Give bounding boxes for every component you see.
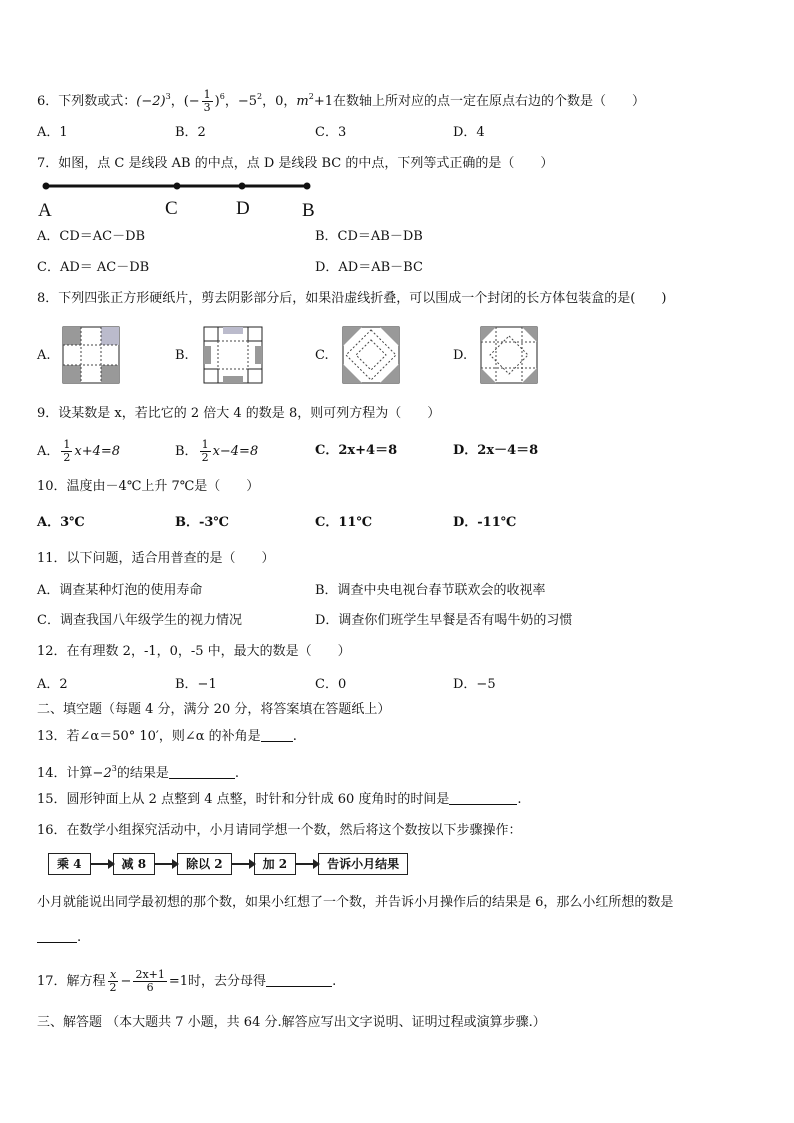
q6-prefix: 6．下列数或式： (37, 94, 137, 109)
q8-option-b[interactable]: B. (175, 348, 189, 363)
q8-option-d[interactable]: D. (453, 348, 468, 363)
q14-stem: 14．计算$-2^3$的结果是 . (37, 764, 239, 781)
q6-expr-2-open: (− (183, 94, 200, 109)
q7-stem: 7．如图，点 C 是线段 AB 的中点，点 D 是线段 BC 的中点，下列等式正确的是（ ） (37, 156, 554, 171)
arrow-icon (296, 863, 318, 865)
point-d-dot (239, 183, 246, 190)
q6-expr-2-close: ) (214, 94, 220, 109)
q15-answer-blank[interactable] (449, 790, 517, 805)
q6-option-c[interactable]: C．3 (315, 125, 347, 140)
point-c-dot (174, 183, 181, 190)
q8-figure-c (342, 326, 400, 384)
q8-stem: 8．下列四张正方形硬纸片，剪去阴影部分后，如果沿虚线折叠，可以围成一个封闭的长方体包装盒的是( ) (37, 291, 667, 306)
q6-expr-5-tail: +1 (313, 94, 333, 109)
step-tell-result: 告诉小月结果 (318, 853, 408, 875)
q8-figure-d (480, 326, 538, 384)
q8-option-a[interactable]: A. (37, 348, 51, 363)
point-a-label: A (38, 200, 52, 221)
q6-expr-4: ，0， (262, 94, 297, 109)
q6-expr-3: ，−5 (224, 94, 258, 109)
q6-option-d[interactable]: D．4 (453, 125, 485, 140)
q7-option-c[interactable]: C．AD＝ AC－DB (37, 260, 150, 275)
q10-option-c[interactable]: C．11℃ (315, 515, 373, 530)
q17-answer-blank[interactable] (266, 972, 332, 987)
arrow-icon (155, 863, 177, 865)
q6-expr-5-exp: 2 (308, 92, 314, 101)
q16-answer-blank[interactable] (37, 928, 77, 943)
point-b-dot (304, 183, 311, 190)
q9-option-c[interactable]: C．2x+4＝8 (315, 443, 398, 458)
q6-suffix: 在数轴上所对应的点一定在原点右边的个数是（ ） (332, 94, 645, 109)
point-c-label: C (165, 198, 178, 219)
q6-expr-5: m (296, 94, 309, 109)
q6-expr-1: (−2) (136, 94, 166, 109)
q17-stem: 17．解方程 $\frac{x}{2}$ − $\frac{2x+1}{6}$ =1时，去分母得 . (37, 968, 337, 994)
point-a-dot (43, 183, 50, 190)
q9-option-d[interactable]: D．2x－4＝8 (453, 443, 539, 458)
q11-option-b[interactable]: B．调查中央电视台春节联欢会的收视率 (315, 583, 546, 598)
q10-option-a[interactable]: A．3℃ (37, 515, 85, 530)
q6-expr-3-exp: 2 (257, 92, 263, 101)
q11-option-a[interactable]: A．调查某种灯泡的使用寿命 (37, 583, 203, 598)
q7-option-d[interactable]: D．AD＝AB－BC (315, 260, 423, 275)
q9-stem: 9．设某数是 x，若比它的 2 倍大 4 的数是 8，则可列方程为（ ） (37, 406, 441, 421)
q6-expr-2-exp: 6 (219, 92, 225, 101)
q16-question: 小月就能说出同学最初想的那个数，如果小红想了一个数，并告诉小月操作后的结果是 6，那么小红所想的数是 (37, 895, 674, 910)
q12-option-a[interactable]: A．2 (37, 677, 68, 692)
q7-line-segment-diagram (40, 178, 320, 194)
arrow-icon (232, 863, 254, 865)
q16-stem: 16．在数学小组探究活动中，小月请同学想一个数，然后将这个数按以下步骤操作： (37, 823, 522, 838)
q13-stem: 13．若∠α＝50° 10′，则∠α 的补角是 . (37, 729, 297, 744)
q11-option-c[interactable]: C．调查我国八年级学生的视力情况 (37, 613, 242, 628)
q10-option-d[interactable]: D．-11℃ (453, 515, 517, 530)
q12-option-c[interactable]: C．0 (315, 677, 347, 692)
q8-figure-b (203, 326, 263, 384)
q6-stem: 6．下列数或式：$(-2)^3$，(− $\frac{1}{3}$ )$^6$，$-5^2$，0，$m^2+1$在数轴上所对应的点一定在原点右边的个数是（ ） (37, 88, 645, 114)
q7-option-a[interactable]: A．CD＝AC－DB (37, 229, 146, 244)
q6-expr-1-exp: 3 (165, 92, 171, 101)
step-divide-2: 除以 2 (177, 853, 232, 875)
section-2-heading: 二、填空题（每题 4 分，满分 20 分，将答案填在答题纸上） (37, 702, 391, 717)
q9-option-b[interactable]: B． $\frac{1}{2}$ x−4=8 (175, 438, 259, 464)
arrow-icon (91, 863, 113, 865)
q11-option-d[interactable]: D．调查你们班学生早餐是否有喝牛奶的习惯 (315, 613, 573, 628)
step-plus-2: 加 2 (254, 853, 297, 875)
step-multiply-4: 乘 4 (48, 853, 91, 875)
q6-option-a[interactable]: A．1 (37, 125, 68, 140)
q14-answer-blank[interactable] (169, 764, 235, 779)
q13-answer-blank[interactable] (261, 727, 293, 742)
point-d-label: D (236, 198, 250, 219)
q11-stem: 11．以下问题，适合用普查的是（ ） (37, 551, 275, 566)
section-3-heading: 三、解答题 （本大题共 7 小题，共 64 分.解答应写出文字说明、证明过程或演算步骤.） (37, 1015, 546, 1030)
q16-step-flow (48, 853, 408, 875)
q8-figure-a (62, 326, 120, 384)
q8-option-c[interactable]: C. (315, 348, 329, 363)
q12-stem: 12．在有理数 2，-1，0，-5 中，最大的数是（ ） (37, 644, 351, 659)
point-b-label: B (302, 200, 315, 221)
q10-option-b[interactable]: B．-3℃ (175, 515, 230, 530)
q9-option-a[interactable]: A． $\frac{1}{2}$ x+4=8 (37, 438, 121, 464)
q16-answer-line: . (37, 928, 81, 947)
q6-fraction: $\frac{1}{3}$ (203, 88, 211, 114)
q7-option-b[interactable]: B．CD＝AB－DB (315, 229, 423, 244)
q12-option-d[interactable]: D．−5 (453, 677, 496, 692)
step-minus-8: 减 8 (113, 853, 156, 875)
q10-stem: 10．温度由－4℃上升 7℃是（ ） (37, 479, 260, 494)
q6-option-b[interactable]: B．2 (175, 125, 206, 140)
q12-option-b[interactable]: B．−1 (175, 677, 217, 692)
q15-stem: 15．圆形钟面上从 2 点整到 4 点整，时针和分针成 60 度角时的时间是 . (37, 792, 522, 807)
